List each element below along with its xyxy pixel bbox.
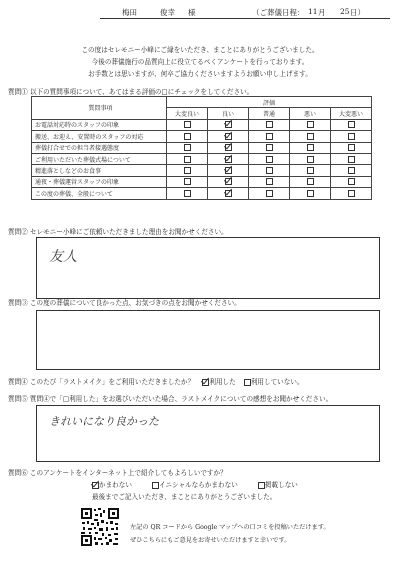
rating-cell [167, 176, 208, 187]
rating-row [32, 153, 372, 164]
q3-answer-box[interactable] [36, 310, 380, 370]
intro-line-3: お手数とは思いますが、何卒ご協力くださいますようお願い申し上げます。 [88, 70, 312, 78]
rating-row-item: この度の葬儀、全般について [32, 188, 167, 199]
qr-code-icon[interactable] [80, 507, 120, 547]
q4-text: このたび「ラストメイク」をご利用いただきましたか？ [29, 378, 195, 386]
q3-heading [8, 297, 241, 307]
rating-row [32, 119, 372, 130]
q5-text: 質問④で「□利用した」をお選びいただいた場合、ラストメイクについての感想をお聞かせください。 [29, 395, 333, 403]
footer-line-1: 左記の QR コードから Google マップへの口コミを投稿いただけます。 [130, 524, 330, 531]
rating-cell [249, 131, 290, 142]
rating-cell [249, 176, 290, 187]
q4-label: 質問④ [8, 378, 28, 386]
rating-cell [290, 165, 331, 176]
checkbox-icon[interactable] [348, 133, 355, 140]
checkbox-icon[interactable] [225, 156, 232, 163]
checkbox-icon[interactable] [307, 144, 314, 151]
q2-answer-box[interactable] [36, 237, 380, 299]
rating-rows [32, 119, 372, 199]
q5-answer: きれいになり良かった [49, 415, 159, 428]
given-name: 俊幸 [160, 8, 175, 17]
rating-cell [331, 176, 372, 187]
checkbox-icon[interactable] [348, 121, 355, 128]
rating-row [32, 188, 372, 199]
checkbox-icon[interactable] [266, 133, 273, 140]
col-header-item: 質問事項 [32, 97, 167, 120]
checkbox-icon[interactable] [184, 156, 191, 163]
rating-cell [167, 142, 208, 153]
checkbox-icon[interactable] [152, 482, 159, 489]
rating-row [32, 176, 372, 187]
rating-cell [331, 142, 372, 153]
checkbox-icon[interactable] [307, 133, 314, 140]
q3-text: この度の葬儀について良かった点、お気づきの点をお聞かせください。 [29, 299, 241, 307]
rating-header: 悪い [290, 108, 331, 119]
checkbox-icon[interactable] [307, 156, 314, 163]
q6-text: このアンケートをインターネット上で紹介してもよろしいですか？ [29, 469, 227, 477]
checkbox-icon[interactable] [225, 144, 232, 151]
rating-cell [290, 142, 331, 153]
ceremony-month: 11 [308, 7, 318, 16]
honorific: 様 [188, 8, 196, 17]
rating-row-item: お電話対応時のスタッフの印象 [32, 119, 167, 130]
checkbox-icon[interactable] [348, 167, 355, 174]
checkbox-icon[interactable] [307, 167, 314, 174]
checkbox-icon[interactable] [225, 121, 232, 128]
rating-cell [167, 131, 208, 142]
rating-header: 大変良い [167, 108, 208, 119]
month-unit: 月 [318, 8, 326, 17]
checkbox-icon[interactable] [184, 121, 191, 128]
rating-header: 大変悪い [331, 108, 372, 119]
rating-header: 普通 [249, 108, 290, 119]
checkbox-icon[interactable] [266, 121, 273, 128]
q4-option-used[interactable]: 利用した [202, 378, 235, 386]
rating-cell [331, 188, 372, 199]
checkbox-icon[interactable] [266, 178, 273, 185]
checkbox-icon[interactable] [184, 190, 191, 197]
rating-cell [290, 176, 331, 187]
q6-options [92, 479, 298, 489]
rating-cell [290, 153, 331, 164]
q6-option-ok[interactable]: かまわない [92, 481, 132, 489]
rating-cell [249, 188, 290, 199]
checkbox-icon[interactable] [266, 167, 273, 174]
rating-header: 良い [208, 108, 249, 119]
rating-cell [249, 153, 290, 164]
rating-row [32, 131, 372, 142]
checkbox-icon[interactable] [225, 167, 232, 174]
checkbox-icon[interactable] [184, 144, 191, 151]
checkbox-icon[interactable] [225, 178, 232, 185]
checkbox-icon[interactable] [348, 156, 355, 163]
q2-text: セレモニー小峰にご依頼いただきました理由をお聞かせください。 [29, 228, 228, 236]
rating-cell [167, 153, 208, 164]
checkbox-icon[interactable] [348, 144, 355, 151]
rating-cell [331, 165, 372, 176]
q6-option-no[interactable]: 掲載しない [258, 481, 298, 489]
intro-line-2: 今後の葬儀施行の品質向上に役立てるべくアンケートを行っております。 [91, 58, 309, 66]
checkbox-icon[interactable] [266, 144, 273, 151]
date-label: （ご葬儀日程： [252, 8, 305, 17]
checkbox-icon[interactable] [244, 379, 251, 386]
rating-row-item: 精進落としなどのお食事 [32, 165, 167, 176]
ceremony-day: 25 [340, 7, 350, 16]
checkbox-icon[interactable] [92, 482, 99, 489]
q6-heading [8, 467, 227, 477]
rating-row-item: 葬儀打合せでの担当者接遇態度 [32, 142, 167, 153]
rating-row [32, 165, 372, 176]
rating-cell [167, 165, 208, 176]
rating-cell [331, 119, 372, 130]
checkbox-icon[interactable] [307, 178, 314, 185]
closing-text: 最後までご記入いただき、まことにありがとうございました。 [92, 493, 277, 501]
rating-cell [331, 153, 372, 164]
checkbox-icon[interactable] [266, 156, 273, 163]
q6-option-initials[interactable]: イニシャルならかまわない [152, 481, 238, 489]
checkbox-icon[interactable] [348, 178, 355, 185]
q2-label: 質問② [8, 228, 28, 236]
q5-label: 質問⑤ [8, 395, 28, 403]
rating-cell [249, 165, 290, 176]
rating-row-item: 通夜・葬儀運営スタッフの印象 [32, 176, 167, 187]
checkbox-icon[interactable] [258, 482, 265, 489]
rating-cell [167, 188, 208, 199]
checkbox-icon[interactable] [307, 190, 314, 197]
checkbox-icon[interactable] [225, 133, 232, 140]
rating-cell [167, 119, 208, 130]
checkbox-icon[interactable] [307, 121, 314, 128]
rating-cell [290, 188, 331, 199]
q4-heading [8, 376, 304, 386]
rating-cell [290, 119, 331, 130]
header [100, 5, 390, 19]
checkbox-icon[interactable] [184, 178, 191, 185]
rating-cell [249, 119, 290, 130]
q5-answer-box[interactable] [36, 405, 380, 462]
q5-heading [8, 393, 332, 403]
checkbox-icon[interactable] [348, 190, 355, 197]
q1-label: 質問① [8, 88, 28, 96]
checkbox-icon[interactable] [184, 167, 191, 174]
rating-row-item: ご利用いただいた葬儀式場について [32, 153, 167, 164]
checkbox-icon[interactable] [202, 379, 209, 386]
rating-row [32, 142, 372, 153]
rating-cell [331, 131, 372, 142]
rating-cell [290, 131, 331, 142]
q4-option-not-used[interactable]: 利用していない。 [244, 378, 304, 386]
q1-text: 以下の質問事項について、あてはまる評価の□にチェックをしてください。 [29, 88, 254, 96]
checkbox-icon[interactable] [225, 190, 232, 197]
header-underline [100, 18, 390, 19]
q3-label: 質問③ [8, 299, 28, 307]
family-name: 梅田 [122, 8, 137, 17]
q2-heading [8, 226, 228, 236]
rating-cell [208, 188, 249, 199]
intro-line-1: この度はセレモニー小峰にご縁をいただき、まことにありがとうございました。 [81, 46, 319, 54]
checkbox-icon[interactable] [266, 190, 273, 197]
q6-label: 質問⑥ [8, 469, 28, 477]
checkbox-icon[interactable] [184, 133, 191, 140]
col-header-eval: 評価 [167, 97, 372, 108]
rating-table [31, 96, 372, 200]
q2-answer: 友人 [49, 249, 77, 265]
q1-heading [8, 86, 253, 96]
footer-line-2: ぜひこちらにもご意見をお寄せいただけますと幸いです。 [130, 537, 291, 544]
rating-cell [249, 142, 290, 153]
rating-row-item: 搬送、お迎え、安置時のスタッフの対応 [32, 131, 167, 142]
day-unit: 日） [350, 8, 365, 17]
